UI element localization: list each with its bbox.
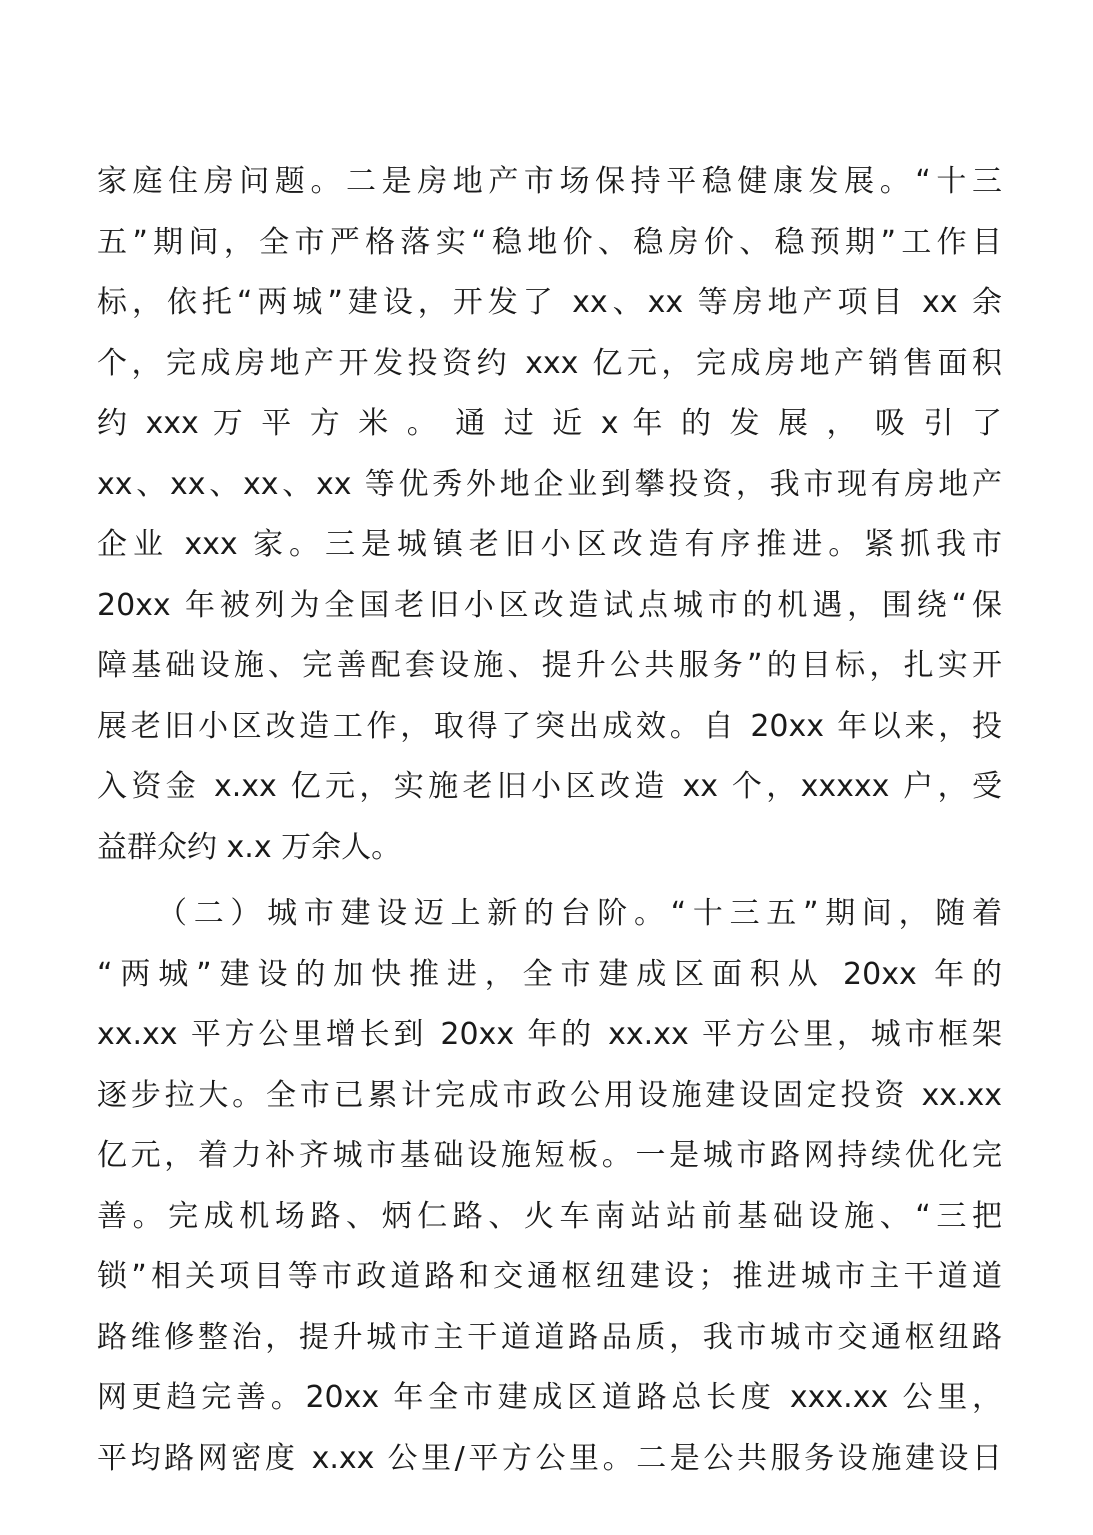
text-line: xx.xx 平方公里增长到 20xx 年的 xx.xx 平方公里，城市框架	[97, 1017, 1002, 1052]
text-line: 个，完成房地产开发投资约 xxx 亿元，完成房地产销售面积	[97, 345, 1002, 381]
text-line: 益群众约 x.x 万余人。	[97, 829, 402, 865]
paragraph-urban-construction	[97, 884, 1002, 1489]
text-line: 家庭住房问题。二是房地产市场保持平稳健康发展。“十三	[97, 164, 1002, 199]
text-line: 路维修整治，提升城市主干道道路品质，我市城市交通枢纽路	[97, 1319, 1002, 1355]
text-line: “两城”建设的加快推进，全市建成区面积从 20xx 年的	[97, 956, 1002, 992]
text-line: 20xx 年被列为全国老旧小区改造试点城市的机遇，围绕“保	[97, 587, 1002, 623]
text-line: 标，依托“两城”建设，开发了 xx、xx 等房地产项目 xx 余	[97, 285, 1002, 320]
text-line: 约 xxx 万 平 方 米 。 通 过 近 x 年 的 发 展 ， 吸 引 了	[97, 406, 1002, 441]
body-text	[97, 152, 1002, 1489]
text-line: 五”期间，全市严格落实“稳地价、稳房价、稳预期”工作目	[97, 224, 1002, 260]
text-line: 障基础设施、完善配套设施、提升公共服务”的目标，扎实开	[97, 648, 1002, 683]
paragraph-housing	[97, 152, 1002, 878]
text-line: xx、xx、xx、xx 等优秀外地企业到攀投资，我市现有房地产	[97, 466, 1002, 502]
text-line: 锁”相关项目等市政道路和交通枢纽建设；推进城市主干道道	[97, 1259, 1002, 1294]
text-line: 善。完成机场路、炳仁路、火车南站站前基础设施、“三把	[97, 1198, 1002, 1234]
text-line: 网更趋完善。20xx 年全市建成区道路总长度 xxx.xx 公里，	[97, 1380, 1002, 1415]
text-line: 亿元，着力补齐城市基础设施短板。一是城市路网持续优化完	[97, 1138, 1002, 1173]
text-line: 企业 xxx 家。三是城镇老旧小区改造有序推进。紧抓我市	[97, 527, 1002, 562]
text-line: 逐步拉大。全市已累计完成市政公用设施建设固定投资 xx.xx	[97, 1077, 1002, 1113]
text-line: 平均路网密度 x.xx 公里/平方公里。二是公共服务设施建设日	[97, 1440, 1002, 1476]
text-line: （二）城市建设迈上新的台阶。“十三五”期间，随着	[157, 896, 1002, 931]
text-line: 展老旧小区改造工作，取得了突出成效。自 20xx 年以来，投	[97, 708, 1002, 744]
text-line: 入资金 x.xx 亿元，实施老旧小区改造 xx 个，xxxxx 户，受	[97, 769, 1002, 804]
